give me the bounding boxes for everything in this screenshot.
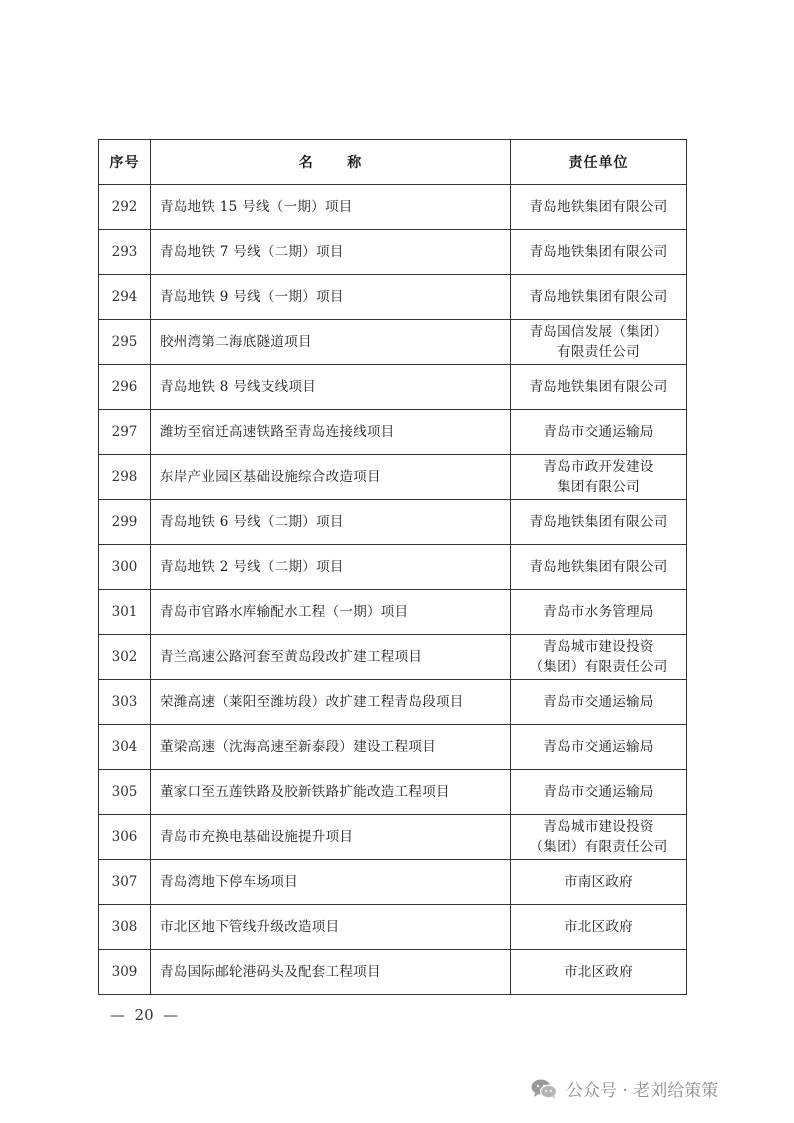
project-name: 董梁高速（沈海高速至新泰段）建设工程项目 [151, 725, 511, 770]
row-number: 303 [99, 680, 151, 725]
project-name: 东岸产业园区基础设施综合改造项目 [151, 455, 511, 500]
table-row [99, 365, 687, 410]
responsible-unit: 青岛地铁集团有限公司 [511, 365, 687, 410]
project-name: 青岛市充换电基础设施提升项目 [151, 815, 511, 860]
page-number: — 20 — [110, 1006, 179, 1024]
row-number: 307 [99, 860, 151, 905]
row-number: 296 [99, 365, 151, 410]
table-header-row [99, 140, 687, 185]
table-row [99, 635, 687, 680]
responsible-unit-line: 青岛市政开发建设 [543, 459, 654, 475]
watermark [530, 1076, 718, 1101]
project-name: 青岛地铁 2 号线（二期）项目 [151, 545, 511, 590]
responsible-unit: 青岛地铁集团有限公司 [511, 545, 687, 590]
table-row [99, 410, 687, 455]
header-name-left: 名 [298, 155, 314, 171]
row-number: 302 [99, 635, 151, 680]
header-name [151, 140, 511, 185]
responsible-unit: 市北区政府 [511, 905, 687, 950]
header-num: 序号 [99, 140, 151, 185]
responsible-unit: 青岛地铁集团有限公司 [511, 500, 687, 545]
project-name: 青岛地铁 9 号线（一期）项目 [151, 275, 511, 320]
row-number: 309 [99, 950, 151, 995]
responsible-unit-line: （集团）有限责任公司 [529, 659, 668, 675]
responsible-unit-line: （集团）有限责任公司 [529, 839, 668, 855]
wechat-icon [530, 1078, 558, 1100]
table-row [99, 185, 687, 230]
row-number: 295 [99, 320, 151, 365]
responsible-unit [511, 815, 687, 860]
project-name: 青岛地铁 7 号线（二期）项目 [151, 230, 511, 275]
table-body [99, 185, 687, 995]
table-row [99, 455, 687, 500]
table-row [99, 860, 687, 905]
table-row [99, 905, 687, 950]
responsible-unit: 市北区政府 [511, 950, 687, 995]
responsible-unit: 青岛地铁集团有限公司 [511, 185, 687, 230]
row-number: 292 [99, 185, 151, 230]
responsible-unit: 市南区政府 [511, 860, 687, 905]
responsible-unit: 青岛市交通运输局 [511, 725, 687, 770]
row-number: 298 [99, 455, 151, 500]
project-name: 青兰高速公路河套至黄岛段改扩建工程项目 [151, 635, 511, 680]
row-number: 306 [99, 815, 151, 860]
table-row [99, 500, 687, 545]
project-name: 青岛国际邮轮港码头及配套工程项目 [151, 950, 511, 995]
project-name: 潍坊至宿迁高速铁路至青岛连接线项目 [151, 410, 511, 455]
project-name: 胶州湾第二海底隧道项目 [151, 320, 511, 365]
table-row [99, 590, 687, 635]
project-name: 青岛市官路水库输配水工程（一期）项目 [151, 590, 511, 635]
responsible-unit: 青岛地铁集团有限公司 [511, 230, 687, 275]
responsible-unit-line: 集团有限公司 [557, 479, 640, 495]
responsible-unit-line: 青岛城市建设投资 [543, 819, 654, 835]
row-number: 297 [99, 410, 151, 455]
row-number: 300 [99, 545, 151, 590]
row-number: 293 [99, 230, 151, 275]
project-name: 青岛地铁 6 号线（二期）项目 [151, 500, 511, 545]
watermark-text: 公众号 · 老刘给策策 [566, 1081, 719, 1101]
project-name: 青岛地铁 8 号线支线项目 [151, 365, 511, 410]
responsible-unit-line: 青岛国信发展（集团） [529, 324, 668, 340]
table-row [99, 230, 687, 275]
header-unit: 责任单位 [511, 140, 687, 185]
row-number: 304 [99, 725, 151, 770]
responsible-unit: 青岛地铁集团有限公司 [511, 275, 687, 320]
responsible-unit-line: 青岛城市建设投资 [543, 639, 654, 655]
responsible-unit: 青岛市水务管理局 [511, 590, 687, 635]
responsible-unit: 青岛市交通运输局 [511, 680, 687, 725]
table-row [99, 950, 687, 995]
responsible-unit: 青岛市交通运输局 [511, 410, 687, 455]
table-row [99, 545, 687, 590]
table-row [99, 725, 687, 770]
project-name: 市北区地下管线升级改造项目 [151, 905, 511, 950]
project-table [98, 139, 687, 995]
responsible-unit [511, 455, 687, 500]
responsible-unit [511, 635, 687, 680]
responsible-unit-line: 有限责任公司 [557, 344, 640, 360]
table-row [99, 680, 687, 725]
table-row [99, 275, 687, 320]
row-number: 301 [99, 590, 151, 635]
project-name: 董家口至五莲铁路及胶新铁路扩能改造工程项目 [151, 770, 511, 815]
row-number: 308 [99, 905, 151, 950]
project-name: 青岛湾地下停车场项目 [151, 860, 511, 905]
project-name: 荣潍高速（莱阳至潍坊段）改扩建工程青岛段项目 [151, 680, 511, 725]
project-name: 青岛地铁 15 号线（一期）项目 [151, 185, 511, 230]
row-number: 294 [99, 275, 151, 320]
row-number: 305 [99, 770, 151, 815]
table-row [99, 320, 687, 365]
table-row [99, 770, 687, 815]
responsible-unit [511, 320, 687, 365]
header-name-right: 称 [347, 155, 363, 171]
table-row [99, 815, 687, 860]
responsible-unit: 青岛市交通运输局 [511, 770, 687, 815]
row-number: 299 [99, 500, 151, 545]
